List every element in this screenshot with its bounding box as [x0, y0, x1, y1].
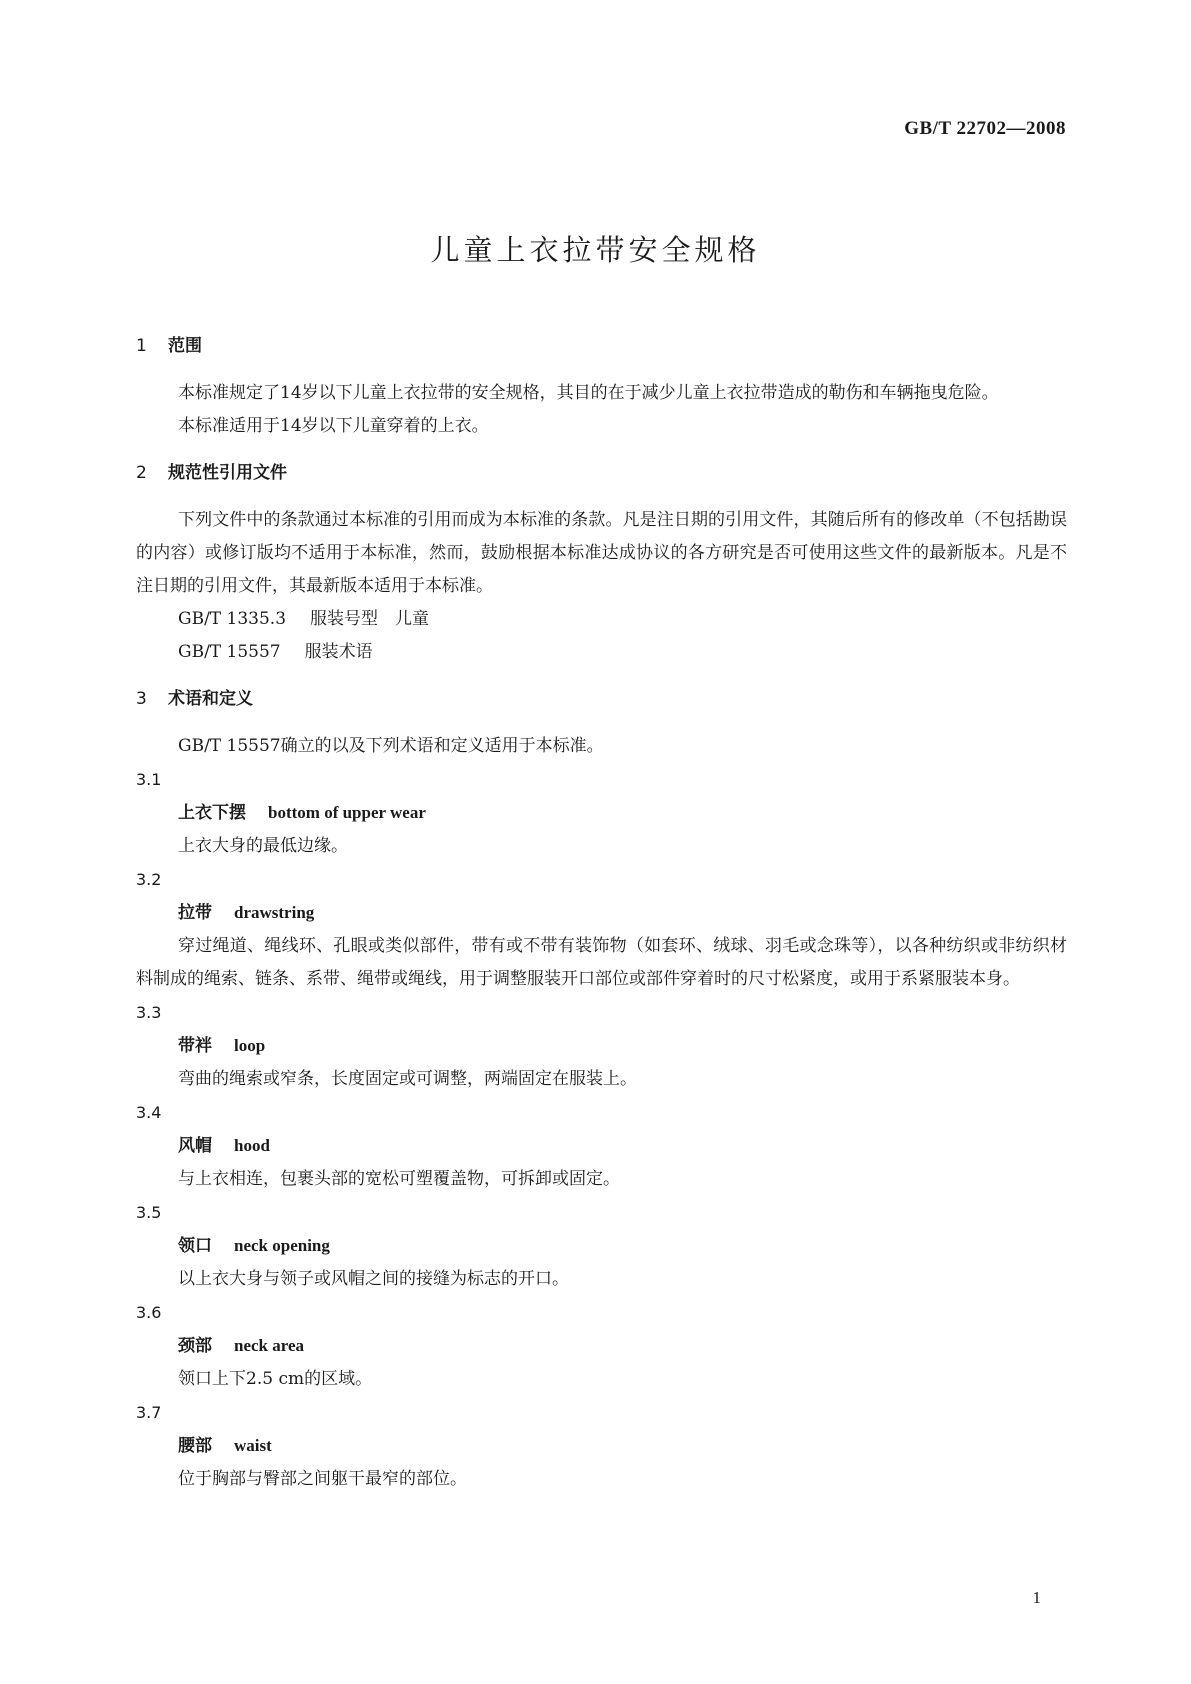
term-zh: 带袢 — [178, 1036, 212, 1056]
document-title: 儿童上衣拉带安全规格 — [430, 233, 761, 267]
term-heading — [178, 1429, 1067, 1463]
term-definition: 上衣大身的最低边缘。 — [178, 836, 348, 856]
term-en: neck opening — [234, 1236, 330, 1255]
term-definition: 以上衣大身与领子或风帽之间的接缝为标志的开口。 — [178, 1269, 569, 1289]
term-definition: 与上衣相连，包裹头部的宽松可塑覆盖物，可拆卸或固定。 — [178, 1169, 620, 1189]
term-en: bottom of upper wear — [268, 803, 426, 822]
term-zh: 颈部 — [178, 1336, 212, 1356]
term-zh: 拉带 — [178, 903, 212, 923]
term-zh: 领口 — [178, 1236, 212, 1256]
reference-item — [178, 636, 1067, 669]
term-heading — [178, 796, 1067, 830]
term-en: loop — [234, 1036, 266, 1055]
term-en: drawstring — [234, 903, 315, 922]
reference-code: GB/T 15557 — [178, 642, 281, 662]
term-zh: 上衣下摆 — [178, 803, 246, 823]
term-number: 3.2 — [136, 870, 162, 889]
term-heading — [178, 1029, 1067, 1063]
term-en: neck area — [234, 1336, 305, 1355]
page-number: 1 — [1032, 1588, 1041, 1607]
reference-item — [178, 603, 1067, 636]
term-number: 3.6 — [136, 1303, 162, 1322]
reference-code: GB/T 1335.3 — [178, 609, 287, 629]
term-number: 3.7 — [136, 1403, 162, 1422]
term-definition: 领口上下2.5 cm的区域。 — [178, 1369, 373, 1389]
section-1-paragraph: 本标准适用于14岁以下儿童穿着的上衣。 — [178, 416, 489, 436]
term-zh: 风帽 — [178, 1136, 212, 1156]
section-title: 规范性引用文件 — [168, 463, 287, 483]
section-title: 术语和定义 — [168, 689, 253, 709]
standard-number: GB/T 22702—2008 — [904, 118, 1066, 139]
section-number: 3 — [136, 689, 147, 709]
section-2-paragraph: 下列文件中的条款通过本标准的引用而成为本标准的条款。凡是注日期的引用文件，其随后所有的修改单（不包括勘误的内容）或修订版均不适用于本标准，然而，鼓励根据本标准达成协议的各方研究是否可使用这些文件的最新版本。凡是不注日期的引用文件，其最新版本适用于本标准。 — [136, 510, 1067, 596]
document-body — [136, 330, 1067, 1496]
term-number: 3.1 — [136, 770, 162, 789]
term-heading — [178, 1229, 1067, 1263]
section-2-heading — [136, 457, 1067, 489]
term-definition: 穿过绳道、绳线环、孔眼或类似部件，带有或不带有装饰物（如套环、绒球、羽毛或念珠等），以各种纺织或非纺织材料制成的绳索、链条、系带、绳带或绳线，用于调整服装开口部位或部件穿着时的尺寸松紧度，或用于系紧服装本身。 — [136, 936, 1067, 989]
term-definition: 位于胸部与臀部之间躯干最窄的部位。 — [178, 1469, 467, 1489]
term-heading — [178, 896, 1067, 930]
section-number: 2 — [136, 463, 147, 483]
section-1-heading — [136, 330, 1067, 362]
section-title: 范围 — [168, 336, 202, 356]
reference-title: 服装号型 儿童 — [310, 609, 430, 629]
term-heading — [178, 1129, 1067, 1163]
section-3-paragraph: GB/T 15557确立的以及下列术语和定义适用于本标准。 — [178, 736, 604, 756]
term-heading — [178, 1329, 1067, 1363]
term-en: waist — [234, 1436, 272, 1455]
term-number: 3.3 — [136, 1003, 162, 1022]
term-zh: 腰部 — [178, 1436, 212, 1456]
term-number: 3.5 — [136, 1203, 162, 1222]
section-1-paragraph: 本标准规定了14岁以下儿童上衣拉带的安全规格，其目的在于减少儿童上衣拉带造成的勒伤和车辆拖曳危险。 — [178, 383, 999, 403]
section-3-heading — [136, 683, 1067, 715]
term-number: 3.4 — [136, 1103, 162, 1122]
term-en: hood — [234, 1136, 270, 1155]
reference-title: 服装术语 — [304, 642, 373, 662]
section-number: 1 — [136, 336, 147, 356]
term-definition: 弯曲的绳索或窄条，长度固定或可调整，两端固定在服装上。 — [178, 1069, 637, 1089]
